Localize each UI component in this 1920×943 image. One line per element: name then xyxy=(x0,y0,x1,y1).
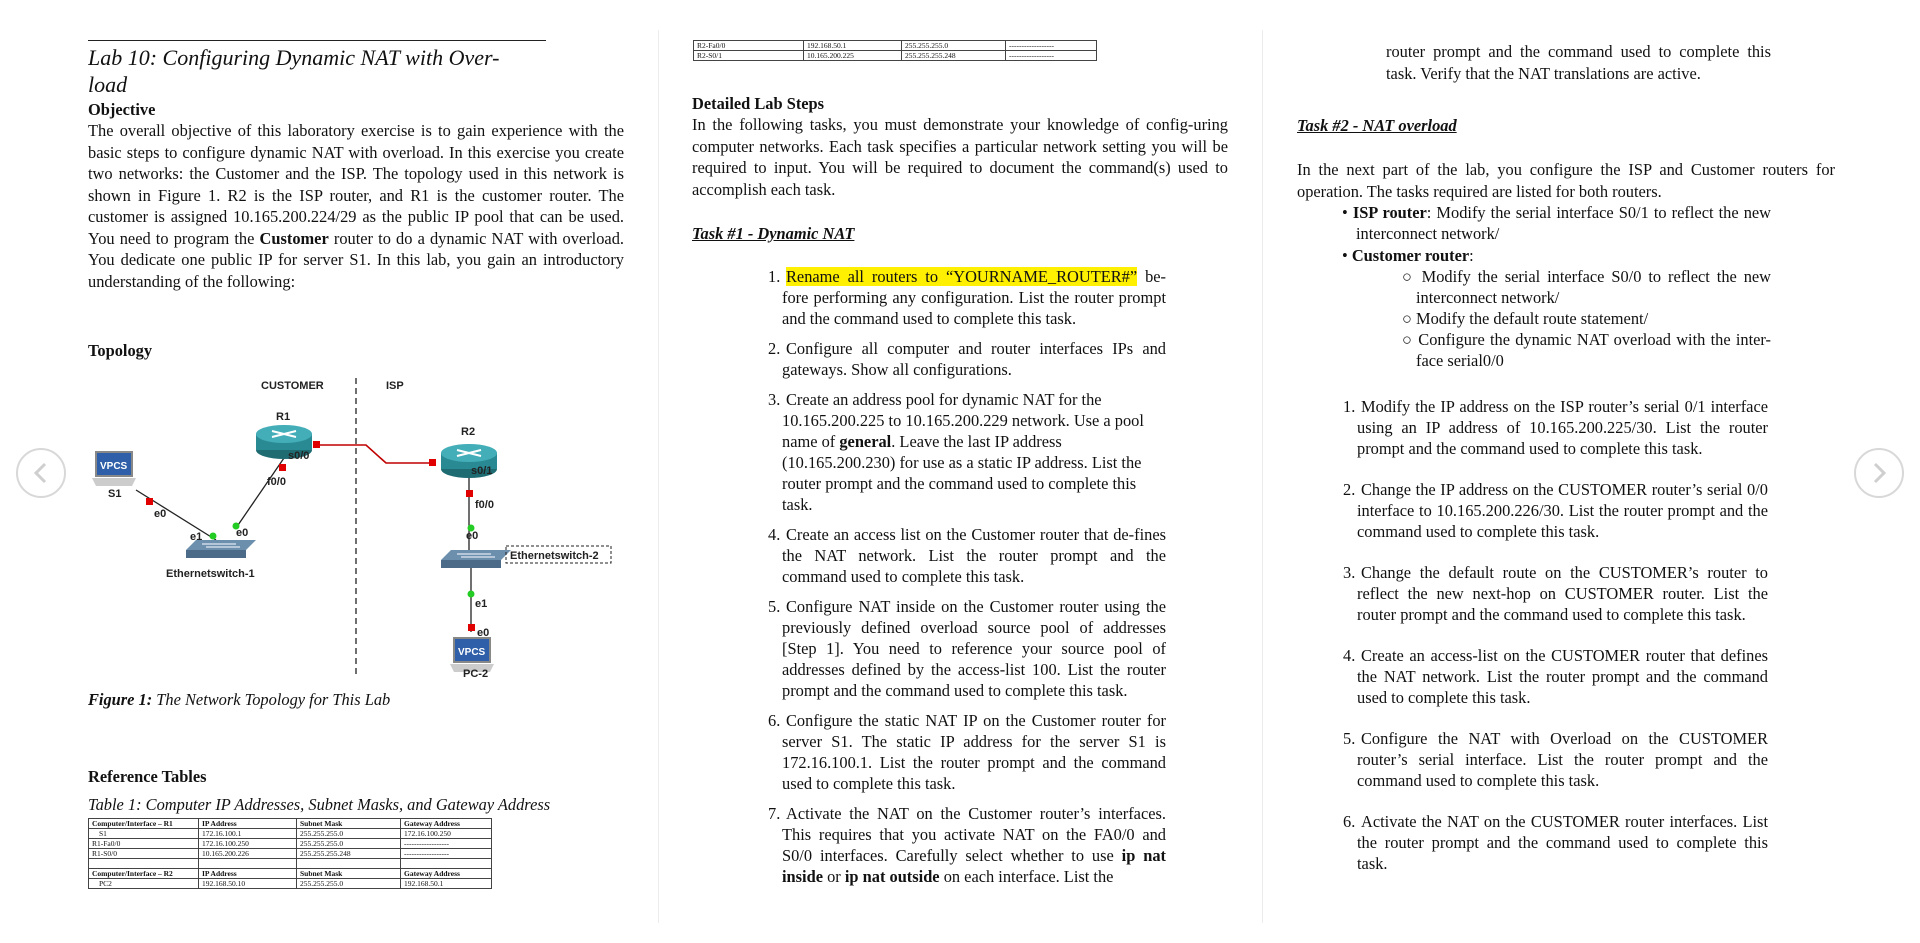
task-2-step-6 xyxy=(1327,811,1768,874)
table-header-cell: Gateway Address xyxy=(401,819,492,829)
step-number: 4. xyxy=(768,525,781,544)
sub-bullet-icon: ○ xyxy=(1402,267,1422,286)
objective-heading: Objective xyxy=(88,100,156,119)
sw2-e1-label: e1 xyxy=(475,598,488,610)
bullet-text: : Modify the serial interface S0/1 to reflect the new interconnect network/ xyxy=(1356,203,1771,243)
port-down-marker xyxy=(468,624,475,631)
table-cell: ------------------ xyxy=(1006,51,1097,61)
lab-title xyxy=(88,40,546,98)
objective-paragraph xyxy=(88,120,624,292)
step-text: Create an access-list on the CUSTOMER router that defines the NAT network. List the router prompt and the command used to complete this task. xyxy=(1357,646,1768,707)
s1-e0-label: e0 xyxy=(154,508,167,520)
r2-label: R2 xyxy=(461,426,476,438)
port-up-marker xyxy=(210,533,217,540)
step-number: 3. xyxy=(768,390,781,409)
table-cell: 10.165.200.225 xyxy=(804,51,902,61)
task-2-step-2 xyxy=(1327,479,1768,542)
table-cell: ------------------ xyxy=(401,839,492,849)
objective-text-1: The overall objective of this laboratory exercise is to gain experience with the basic steps to configure dynamic NAT with overload. In this exercise you create two networks: the Customer and the ISP. The topology used in this network is shown in Figure 1. R2 is the ISP router, and R1 is the customer router. The customer is assigned 10.165.200.224/29 as the public IP pool that can be used. You need to program the xyxy=(88,121,624,248)
sub-bullet xyxy=(1327,308,1771,329)
task-1-step-4 xyxy=(752,524,1166,587)
step-number: 6. xyxy=(1343,812,1356,831)
task-1-step-2 xyxy=(752,338,1166,380)
table-cell: ------------------ xyxy=(1006,41,1097,51)
table-row xyxy=(89,839,492,849)
step-7-continuation: router prompt and the command used to complete this task. Verify that the NAT translations are active. xyxy=(1386,42,1771,83)
chevron-right-icon xyxy=(1869,461,1889,485)
lab-title-line-2: load xyxy=(88,72,128,97)
step-number: 7. xyxy=(768,804,781,823)
table-cell: 192.168.50.1 xyxy=(804,41,902,51)
port-down-marker xyxy=(466,490,473,497)
step-text: Configure the NAT with Overload on the CUSTOMER router’s serial interface. List the router prompt and the command used to complete this task. xyxy=(1357,729,1768,790)
pc2-e0-label: e0 xyxy=(477,627,490,639)
table-cell: S1 xyxy=(89,829,199,839)
ethernet-switch-2-icon xyxy=(441,550,511,568)
reference-table-1 xyxy=(88,818,492,889)
table-header-cell: Subnet Mask xyxy=(297,819,401,829)
prev-page-button[interactable] xyxy=(16,448,66,498)
step-number: 1. xyxy=(768,267,781,286)
sub-bullet-text: Modify the serial interface S0/0 to reflect the new interconnect network/ xyxy=(1416,267,1772,307)
step-number: 1. xyxy=(1343,397,1356,416)
serial-link xyxy=(314,445,434,463)
step-text: Configure all computer and router interfaces IPs and gateways. Show all configurations. xyxy=(782,339,1166,379)
pc2-vpcs-label: VPCS xyxy=(458,647,486,658)
bullet-customer-router xyxy=(1327,245,1771,266)
table-header-cell: Subnet Mask xyxy=(297,869,401,879)
table-cell: 172.16.100.1 xyxy=(199,829,297,839)
table-header-cell: Computer/Interface – R1 xyxy=(89,819,199,829)
page-column-2 xyxy=(692,0,1228,943)
table-cell: R1-S0/0 xyxy=(89,849,199,859)
step-number: 3. xyxy=(1343,563,1356,582)
task-1-steps xyxy=(752,266,1166,896)
step-number: 2. xyxy=(1343,480,1356,499)
step-number: 2. xyxy=(768,339,781,358)
task-1-step-1 xyxy=(752,266,1166,329)
detailed-lab-steps-paragraph: In the following tasks, you must demonstrate your knowledge of config-uring computer networks. Each task specifies a particular network setting you will be required to input. You will be required to document the command(s) used to accomplish each task. xyxy=(692,115,1228,199)
table-caption: Table 1: Computer IP Addresses, Subnet Masks, and Gateway Address xyxy=(88,795,551,814)
reference-table-1-continued xyxy=(693,40,1097,61)
s1-vpcs-label: VPCS xyxy=(100,461,128,472)
task-2-step-1 xyxy=(1327,396,1768,459)
table-row xyxy=(694,41,1097,51)
reference-tables-heading: Reference Tables xyxy=(88,767,207,786)
sub-bullet xyxy=(1327,329,1771,371)
page-column-1 xyxy=(88,0,624,943)
step-text: Change the IP address on the CUSTOMER router’s serial 0/0 interface to 10.165.200.226/30. List the router prompt and the command used to complete this task. xyxy=(1357,480,1768,541)
detailed-lab-steps-heading: Detailed Lab Steps xyxy=(692,94,825,113)
s1-label: S1 xyxy=(108,488,122,500)
step-text: Configure the static NAT IP on the Customer router for server S1. The static IP address for the server S1 is 172.16.100.1. List the router prompt and the command used to complete this task. xyxy=(782,711,1166,793)
objective-bold: Customer xyxy=(259,228,329,248)
sw1-e1-label: e1 xyxy=(190,531,203,543)
table-cell: 255.255.255.0 xyxy=(902,41,1006,51)
sub-bullet-text: Modify the default route statement/ xyxy=(1416,309,1649,328)
table-cell: 255.255.255.0 xyxy=(297,879,401,889)
bullet-text: : xyxy=(1469,246,1474,265)
figure-caption-text: The Network Topology for This Lab xyxy=(152,690,391,709)
bullet-isp-router xyxy=(1327,202,1771,244)
table-cell: R2-Fa0/0 xyxy=(694,41,804,51)
table-cell: 192.168.50.10 xyxy=(199,879,297,889)
table-cell: 255.255.255.248 xyxy=(297,849,401,859)
column-divider xyxy=(658,30,659,923)
bullet-icon: • xyxy=(1342,203,1353,222)
figure-label: Figure 1: xyxy=(88,690,153,709)
figure-caption xyxy=(88,690,390,710)
sw2-e0-label: e0 xyxy=(466,530,479,542)
sub-bullet-text: Configure the dynamic NAT overload with the inter-face serial0/0 xyxy=(1416,330,1772,370)
r1-sw1-link xyxy=(236,458,284,528)
task-2-steps xyxy=(1327,396,1768,894)
table-cell: ------------------ xyxy=(401,849,492,859)
bullet-icon: • xyxy=(1342,246,1352,265)
table-row xyxy=(89,829,492,839)
step-number: 4. xyxy=(1343,646,1356,665)
task-2-step-5 xyxy=(1327,728,1768,791)
task-2-title: Task #2 - NAT overload xyxy=(1297,116,1457,135)
table-header-row xyxy=(89,819,492,829)
topology-diagram xyxy=(88,370,622,690)
step-text: Activate the NAT on the Customer router’s interfaces. This requires that you activate NAT on the FA0/0 and S0/0 interfaces. Carefully select whether to use xyxy=(782,804,1166,865)
port-down-marker xyxy=(279,464,286,471)
r1-f00-label: f0/0 xyxy=(267,476,286,488)
task-2-intro: In the next part of the lab, you configure the ISP and Customer routers for operation. The tasks required are listed for both routers. xyxy=(1297,160,1835,201)
table-header-cell: Computer/Interface – R2 xyxy=(89,869,199,879)
step-text: Create an access list on the Customer router that de-fines the NAT network. List the router prompt and the command used to complete this task. xyxy=(782,525,1166,586)
step-text: Configure NAT inside on the Customer router using the previously defined overload source pool of addresses [Step 1]. You need to reference your source pool of addresses defined by the access-list 100. List the router prompt and the command used to complete this task. xyxy=(782,597,1166,700)
task-1-step-6 xyxy=(752,710,1166,794)
task-1-title: Task #1 - Dynamic NAT xyxy=(692,224,855,243)
port-down-marker xyxy=(313,441,320,448)
table-row xyxy=(89,859,492,869)
task-1-step-5 xyxy=(752,596,1166,701)
table-row xyxy=(694,51,1097,61)
table-header-row xyxy=(89,869,492,879)
step-text: or xyxy=(823,867,845,886)
table-cell: R1-Fa0/0 xyxy=(89,839,199,849)
router-task-list xyxy=(1327,202,1771,371)
task-1-step-3 xyxy=(752,389,1166,515)
step-text: Modify the IP address on the ISP router’s serial 0/1 interface using an IP address of 10.165.200.225/30. List the router prompt and the command used to complete this task. xyxy=(1357,397,1768,458)
table-cell: PC2 xyxy=(89,879,199,889)
sw1-e0-label: e0 xyxy=(236,527,249,539)
step-bold-text: ip nat outside xyxy=(844,867,940,886)
s00-label: s0/0 xyxy=(288,450,310,462)
table-cell: 255.255.255.248 xyxy=(902,51,1006,61)
port-down-marker xyxy=(146,498,153,505)
column-divider xyxy=(1262,30,1263,923)
bullet-bold: Customer router xyxy=(1351,246,1470,265)
table-cell: 10.165.200.226 xyxy=(199,849,297,859)
page-column-3 xyxy=(1297,0,1835,943)
sw1-label: Ethernetswitch-1 xyxy=(166,568,255,580)
table-cell: 255.255.255.0 xyxy=(297,839,401,849)
sub-bullet-icon: ○ xyxy=(1402,309,1416,328)
table-row xyxy=(89,849,492,859)
sw2-label: Ethernetswitch-2 xyxy=(510,550,599,562)
step-text: be-fore performing any configuration. List the router prompt and the command used to complete this task. xyxy=(782,267,1167,328)
port-up-marker xyxy=(468,591,475,598)
step-text: Change the default route on the CUSTOMER’s router to reflect the new next-hop on CUSTOMER router. List the router prompt and the command used to complete this task. xyxy=(1357,563,1768,624)
topology-heading: Topology xyxy=(88,341,153,360)
pc2-label: PC-2 xyxy=(463,668,489,680)
lab-title-line-1: Lab 10: Configuring Dynamic NAT with Over- xyxy=(88,45,500,70)
table-cell: R2-S0/1 xyxy=(694,51,804,61)
s01-label: s0/1 xyxy=(471,465,493,477)
step-number: 6. xyxy=(768,711,781,730)
customer-label: CUSTOMER xyxy=(261,380,324,392)
step-text: Activate the NAT on the CUSTOMER router interfaces. List the router prompt and the command used to complete this task. xyxy=(1357,812,1768,873)
highlighted-text: Rename all routers to “YOURNAME_ROUTER#” xyxy=(786,267,1138,286)
s1-sw1-link xyxy=(136,490,216,540)
step-number: 5. xyxy=(768,597,781,616)
r2-f00-label: f0/0 xyxy=(475,499,494,511)
table-header-cell: Gateway Address xyxy=(401,869,492,879)
table-cell: 255.255.255.0 xyxy=(297,829,401,839)
step-number: 5. xyxy=(1343,729,1356,748)
step-bold-text: general xyxy=(839,432,892,451)
table-cell: 172.16.100.250 xyxy=(199,839,297,849)
table-header-cell: IP Address xyxy=(199,869,297,879)
table-row xyxy=(89,879,492,889)
table-cell: 192.168.50.1 xyxy=(401,879,492,889)
step-text: Create an address pool for dynamic NAT for the 10.165.200.225 to 10.165.200.229 network. Use a pool name of xyxy=(782,390,1144,451)
next-page-button[interactable] xyxy=(1854,448,1904,498)
table-cell: 172.16.100.250 xyxy=(401,829,492,839)
task-1-step-7 xyxy=(752,803,1166,887)
chevron-left-icon xyxy=(31,461,51,485)
sub-bullet-icon: ○ xyxy=(1402,330,1419,349)
bullet-bold: ISP router xyxy=(1352,203,1427,222)
step-text: . Leave the last IP address (10.165.200.230) for use as a static IP address. List the router prompt and the command used to complete this task. xyxy=(782,432,1142,514)
table-header-cell: IP Address xyxy=(199,819,297,829)
r1-label: R1 xyxy=(276,411,291,423)
sub-bullet xyxy=(1327,266,1771,308)
objective-text-2: router to do a dynamic NAT with overload. You dedicate one public IP for server S1. In this lab, you gain an introductory understanding of the following: xyxy=(88,228,624,291)
step-text: on each interface. List the xyxy=(939,867,1114,886)
step-bold-text: ip nat inside xyxy=(782,846,1166,886)
port-down-marker xyxy=(429,459,436,466)
isp-label: ISP xyxy=(386,380,404,392)
task-2-step-3 xyxy=(1327,562,1768,625)
task-2-step-4 xyxy=(1327,645,1768,708)
